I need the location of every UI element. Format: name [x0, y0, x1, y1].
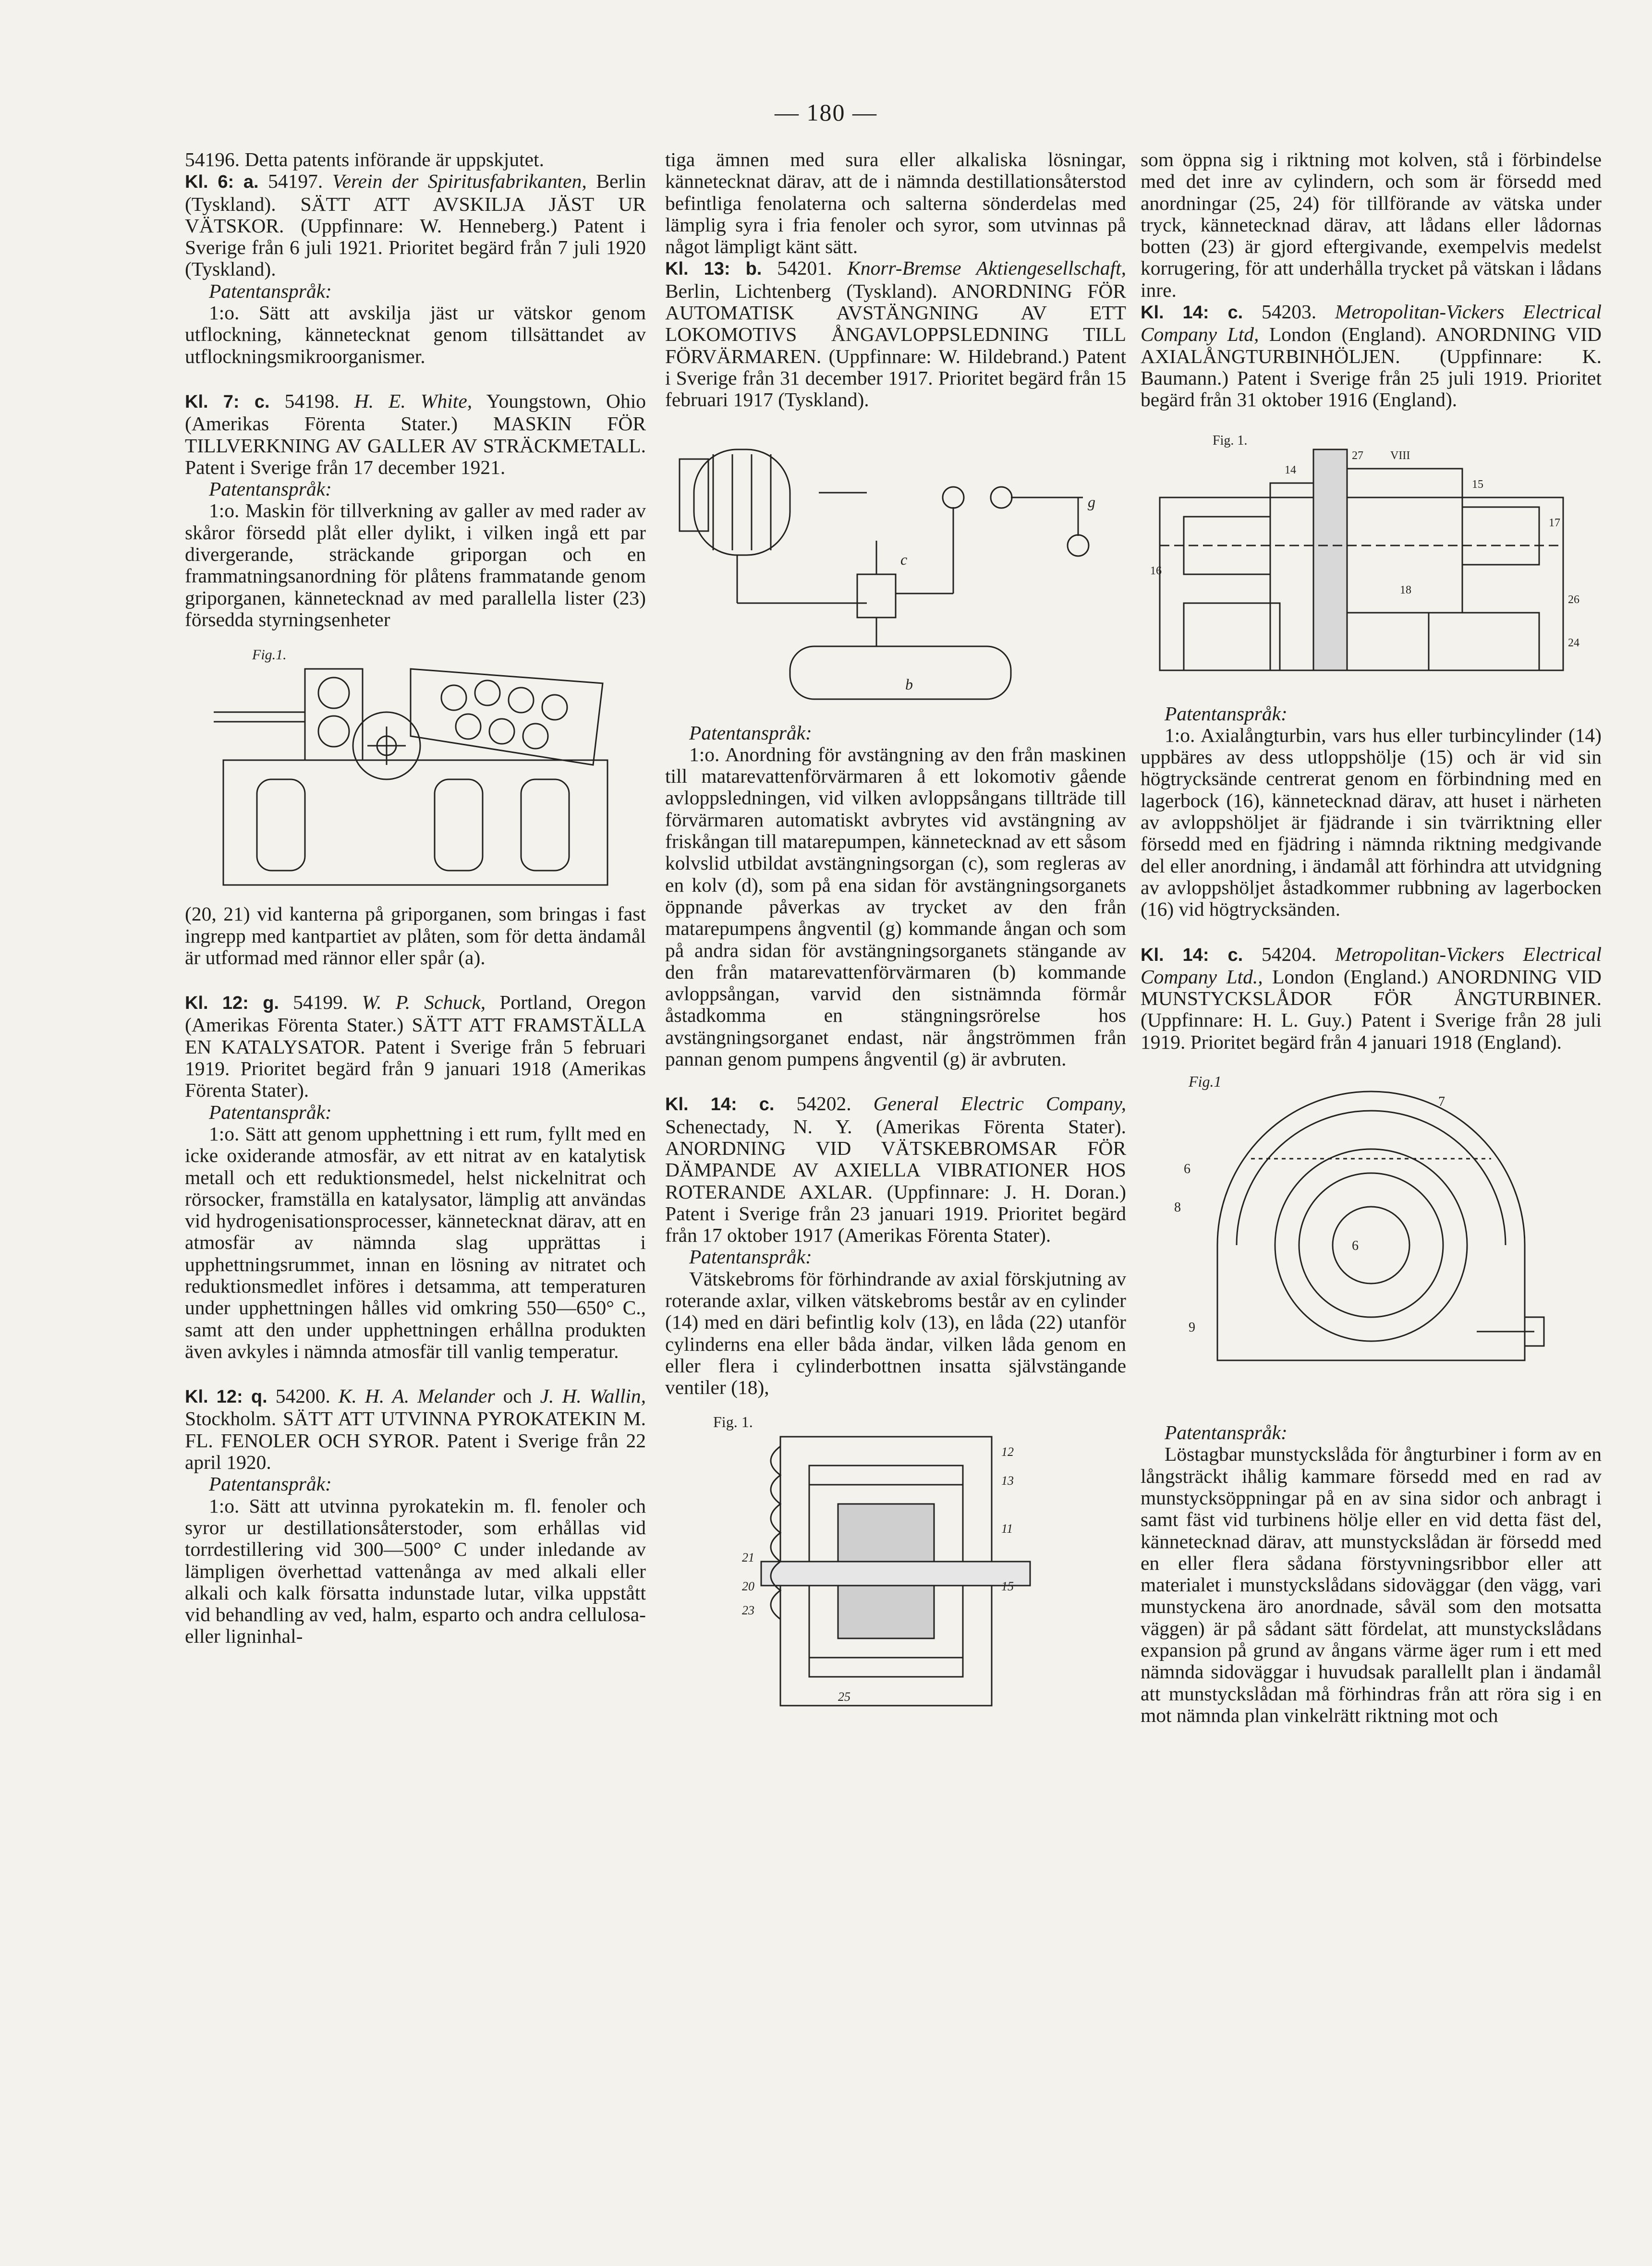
claim-heading: Patentanspråk: [1165, 702, 1288, 725]
entry-54201 [665, 257, 1126, 1070]
claim-text: Löstagbar munstyckslåda för ångturbiner i form av en långsträckt ihålig kammare försedd med en rad av munstycksöppningar på en av sina sidor och anbragt i samt fäst vid turbinens hölje eller en vid detta fäst del, kännetecknad därav, att munstyckslådan är försedd med en eller flera sådana förstyvningsribbor eller att materialet i munstyckslådans sidoväggar (den vägg, vari munstyckena äro anordnade, såväl som den motsatta väggen) är på sådant sätt fördelat, att munstyckslådans expansion på grund av ångans värme äger rum i ett med nämnda sidoväggar i huvudsak parallellt plan i ändamål att munstyckslådan må förhindras från att röra sig i en mot nämnda plan vinkelrätt riktning mot och [1141, 1443, 1602, 1726]
continued-text: tiga ämnen med sura eller alkaliska lösningar, kännetecknat därav, att de i nämnda destillationsåterstod befintliga fenolaterna och salterna sönderdelas med lämplig syra i fria fenoler och syror, som utvinnas på något lämpligt känt sätt. [665, 148, 1126, 258]
svg-text:6: 6 [1352, 1238, 1359, 1254]
figure-nozzle-box [1141, 1063, 1602, 1408]
entry-header [1141, 301, 1602, 411]
figure-label: Fig.1 [1189, 1073, 1222, 1091]
entry-54204 [1141, 944, 1602, 1727]
claim-continued: (20, 21) vid kanterna på griporganen, som bringas i fast ingrepp med kantpartiet av plåten, som för detta ändamål är utformad med rännor eller spår (a). [185, 903, 646, 969]
svg-text:11: 11 [1001, 1522, 1013, 1536]
applicant: General Electric Company, [873, 1092, 1127, 1115]
figure-label: Fig. 1. [713, 1413, 753, 1431]
entry-54199 [185, 992, 646, 1362]
claim-text: 1:o. Sätt att utvinna pyrokatekin m. fl. fenoler och syror ur destillationsåterstoder, som erhållas vid torrdestillering vid 300—500° C under inledande av lämpligen överhettad vattenånga av med alkali eller alkali och kalk försatta indunstade lutar, vilka uppstått vid behandling av ved, halm, esparto och andra cellulosa- eller ligninhal- [185, 1494, 646, 1648]
svg-text:20: 20 [742, 1579, 754, 1594]
applicant: Verein der Spiritusfabrikanten, [332, 170, 587, 193]
claim-text: 1:o. Sätt att avskilja jäst ur vätskor genom utflockning, kännetecknat genom tillsättandet av utflockningsmikroorganismer. [185, 302, 646, 367]
svg-text:25: 25 [838, 1690, 850, 1704]
svg-text:8: 8 [1174, 1200, 1181, 1215]
patent-number: 54197. [268, 170, 323, 193]
entry-header [665, 257, 1126, 411]
svg-text:c: c [900, 550, 908, 568]
entry-header [185, 390, 646, 478]
svg-text:6: 6 [1184, 1162, 1190, 1177]
figure-expanded-metal-machine [185, 640, 646, 890]
entry-text: Schenectady, N. Y. (Amerikas Förenta Stater). ANORDNING VID VÄTSKEBROMSAR FÖR DÄMPANDE AV AXIELLA VIBRATIONER HOS ROTERANDE AXLAR. (Uppfinnare: J. H. Doran.) Patent i Sverige från 23 januari 1919. Prioritet begärd från 17 oktober 1917 (Amerikas Förenta Stater). [665, 1115, 1126, 1247]
svg-text:18: 18 [1400, 583, 1411, 596]
entry-header [185, 170, 646, 280]
entry-54197 [185, 170, 646, 367]
svg-text:24: 24 [1568, 636, 1579, 649]
patent-class: Kl. 13: b. [665, 259, 762, 279]
entry-54202 [665, 1093, 1126, 1715]
continued-text: som öppna sig i riktning mot kolven, stå i förbindelse med det inre av cylindern, och som är försedd med anordningar (25, 24) för tillförande av vätska under tryck, kännetecknad därav, att lådans eller lådornas botten (23) är gjord eftergivande, exempelvis medelst korrugering, för att underhålla trycket på vätskan i lådans inre. [1141, 148, 1602, 301]
svg-text:7: 7 [1438, 1094, 1445, 1110]
patent-class: Kl. 14: c. [1141, 303, 1243, 323]
figure-axial-turbine [1141, 421, 1602, 690]
patent-class: Kl. 14: c. [1141, 945, 1243, 965]
entry-text: Stockholm. SÄTT ATT UTVINNA PYROKATEKIN M. FL. FENOLER OCH SYROR. Patent i Sverige från 22 april 1920. [185, 1407, 646, 1474]
figure-locomotive-valve [665, 421, 1126, 709]
claim-heading: Patentanspråk: [209, 279, 332, 302]
applicant: W. P. Schuck, [362, 991, 486, 1014]
claim-heading: Patentanspråk: [1165, 1421, 1288, 1444]
claim-heading: Patentanspråk: [689, 721, 812, 744]
figure-fluid-brake [665, 1408, 1126, 1715]
entry-header [185, 992, 646, 1101]
svg-text:16: 16 [1150, 564, 1162, 577]
entry-54203 [1141, 301, 1602, 920]
figure-label: Fig.1. [252, 647, 287, 663]
svg-text:VIII: VIII [1390, 449, 1410, 462]
patent-number: 54198. [284, 389, 340, 412]
claim-text: 1:o. Anordning för avstängning av den från maskinen till matarevattenförvärmaren å ett lokomotiv gående avloppsledningen, vid vilken avloppsångans tillträde till förvärmaren automatiskt avbrytes vid avstängning av friskångan till matarepumpen, kännetecknad av ett såsom kolvslid utbildat avstängningsorgan (c), som regleras av en kolv (d), som på ena sidan för avstängningsorganets öppnande påverkas av trycket av den från matarepumpens ångventil (g) kommande ångan och som på andra sidan för avstängningsorganets stängande av den från matarevattenförvärmaren (b) kommande avloppsångan, varvid den sistnämnda förmår åstadkomma en stängningsrörelse hos avstängningsorganet endast, när ångströmmen från pannan genom pumpens ångventil (g) är avbruten. [665, 743, 1126, 1070]
svg-text:26: 26 [1568, 593, 1579, 606]
patent-class: Kl. 7: c. [185, 391, 270, 412]
claim-heading: Patentanspråk: [689, 1246, 812, 1268]
claim-text: 1:o. Maskin för tillverkning av galler av med rader av skåror försedd plåt eller dylikt, i vilken ingå ett par divergerande, sträckande griporgan och en frammatningsanordning för plåtens frammatande genom griporganen, kännetecknad av med parallella lister (23) försedda styrningsenheter [185, 499, 646, 630]
svg-text:12: 12 [1001, 1445, 1014, 1459]
applicant: Knorr-Bremse Aktiengesellschaft, [847, 257, 1126, 279]
patent-number: 54200. [275, 1385, 330, 1407]
column-3 [1141, 149, 1602, 1749]
patent-number: 54202. [796, 1092, 851, 1115]
page-number: — 180 — [775, 99, 877, 126]
figure-label: Fig. 1. [1213, 433, 1248, 448]
svg-text:23: 23 [742, 1603, 754, 1618]
svg-text:15: 15 [1001, 1579, 1014, 1594]
claim-text: Vätskebroms för förhindrande av axial förskjutning av roterande axlar, vilken vätskebroms består av en cylinder (14) med en däri befintlig kolv (13), en låda (22) utanför cylinderns ena eller båda ändar, vilken låda genom en eller flera i cylinderbottnen insatta självstängande ventiler (18), [665, 1267, 1126, 1399]
applicant: Metropolitan-Vickers Electrical Company Ltd, [1141, 301, 1602, 346]
column-1 [185, 149, 646, 1671]
entry-text: Berlin (Tyskland). SÄTT ATT AVSKILJA JÄST UR VÄTSKOR. (Uppfinnare: W. Henneberg.) Patent i Sverige från 6 juli 1921. Prioritet begärd från 7 juli 1920 (Tyskland). [185, 170, 646, 280]
patent-class: Kl. 12: q. [185, 1387, 267, 1407]
claim-text: 1:o. Sätt att genom upphettning i ett rum, fyllt med en icke oxiderande atmosfär, av ett nitrat av en katalytisk metall och ett reduktionsmedel, helst nickelnitrat och rörsocker, framställa en katalysator, lämplig att användas vid hydrogenisationsprocesser, kännetecknat därav, att en atmosfär av nämnda slag upprättas i upphettningsrummet, innan en lösning av nitratet och reduktionsmedlet införes i detsamma, att temperaturen under upphettningen hålles vid omkring 550—650° C., samt att den under upphettningen erhållna produkten även avkyles i nämnda atmosfär till vanlig temperatur. [185, 1122, 646, 1362]
column-2 [665, 149, 1126, 1738]
patent-class: Kl. 14: c. [665, 1094, 775, 1115]
applicant: H. E. White, [354, 389, 473, 412]
applicant: K. H. A. Melander [338, 1385, 495, 1407]
patent-class: Kl. 12: g. [185, 993, 279, 1014]
entry-text: Berlin, Lichtenberg (Tyskland). ANORDNING FÖR AUTOMATISK AVSTÄNGNING AV ETT LOKOMOTIVS ÅNGAVLOPPSLEDNING TILL FÖRVÄRMAREN. (Uppfinnare: W. Hildebrand.) Patent i Sverige från 31 december 1917. Prioritet begärd från 15 februari 1917 (Tyskland). [665, 279, 1126, 411]
patent-class: Kl. 6: a. [185, 172, 259, 193]
claim-heading: Patentanspråk: [209, 478, 332, 500]
entry-text: London (England). ANORDNING VID AXIALÅNGTURBINHÖLJEN. (Uppfinnare: K. Baumann.) Patent i Sverige från 25 juli 1919. Prioritet begärd från 31 oktober 1916 (England). [1141, 323, 1602, 411]
applicant-2: J. H. Wallin, [540, 1385, 646, 1407]
patent-number: 54199. [293, 991, 348, 1014]
patent-number: 54203. [1261, 301, 1317, 323]
svg-text:b: b [905, 675, 913, 693]
svg-text:21: 21 [742, 1551, 754, 1565]
patent-number: 54204. [1261, 943, 1317, 965]
claim-heading: Patentanspråk: [209, 1473, 332, 1495]
entry-text: London (England.) ANORDNING VID MUNSTYCKSLÅDOR FÖR ÅNGTURBINER. (Uppfinnare: H. L. Guy.) Patent i Sverige från 28 juli 1919. Prioritet begärd från 4 januari 1918 (England). [1141, 965, 1602, 1053]
svg-text:13: 13 [1001, 1474, 1014, 1488]
applicant: Metropolitan-Vickers Electrical Company Ltd., [1141, 943, 1602, 988]
entry-54200 [185, 1385, 646, 1648]
entry-text: Youngstown, Ohio (Amerikas Förenta Stater.) MASKIN FÖR TILLVERKNING AV GALLER AV STRÄCKMETALL. Patent i Sverige från 17 december 1921. [185, 389, 646, 478]
svg-text:14: 14 [1285, 463, 1296, 476]
entry-54198 [185, 390, 646, 969]
svg-text:15: 15 [1472, 478, 1483, 491]
entry-header [1141, 944, 1602, 1053]
applicant-joiner: och [503, 1385, 532, 1407]
claim-text: 1:o. Axialångturbin, vars hus eller turbincylinder (14) uppbäres av dess utloppshölje (15) och är vid sin högtrycksände centrerat genom en förbindning med en lagerbock (16), kännetecknad därav, att huset i närheten av avloppshöljet är fjädrande i sin tvärriktning eller försedd med en fjädring i nämnda riktning medgivande del eller anordning, i ändamål att förhindra att utvidgning av avloppshöljet åstadkommer rubbning av lagerbocken (16) vid högtrycksänden. [1141, 724, 1602, 921]
entry-text: Portland, Oregon (Amerikas Förenta Stater.) SÄTT ATT FRAMSTÄLLA EN KATALYSATOR. Patent i Sverige från 5 februari 1919. Prioritet begärd från 9 januari 1918 (Amerikas Förenta Stater). [185, 991, 646, 1102]
svg-text:g: g [1088, 493, 1095, 510]
svg-text:9: 9 [1189, 1320, 1195, 1335]
svg-text:27: 27 [1352, 449, 1363, 462]
entry-header [665, 1093, 1126, 1246]
svg-text:17: 17 [1549, 516, 1560, 529]
claim-heading: Patentanspråk: [209, 1101, 332, 1123]
entry-54196: 54196. Detta patents införande är uppskjutet. [185, 148, 544, 170]
patent-number: 54201. [777, 257, 832, 279]
entry-header [185, 1385, 646, 1473]
